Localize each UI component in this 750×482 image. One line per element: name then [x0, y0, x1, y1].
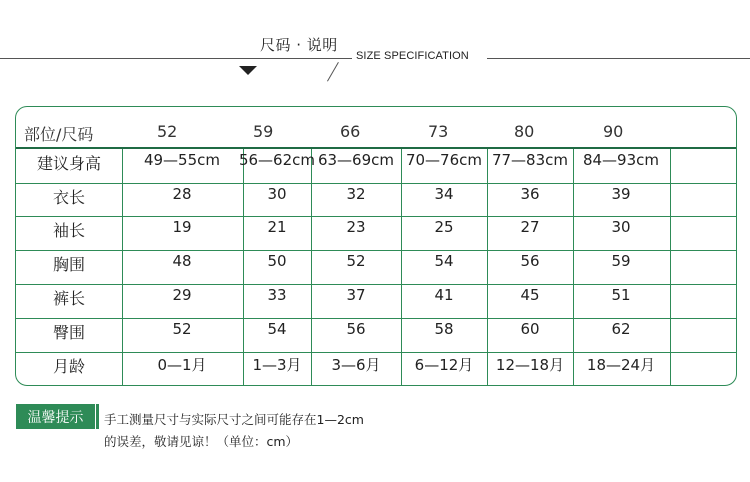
table-rule — [16, 352, 736, 353]
table-cell: 52 — [172, 320, 192, 338]
table-cell: 56 — [346, 320, 366, 338]
size-header-cell: 73 — [428, 122, 449, 141]
table-rule — [16, 147, 736, 149]
table-cell: 39 — [611, 185, 631, 203]
table-cell: 27 — [520, 218, 540, 236]
table-cell: 58 — [434, 320, 454, 338]
table-cell: 49—55cm — [143, 151, 221, 169]
page-subtitle: SIZE SPECIFICATION — [356, 50, 469, 62]
table-cell: 33 — [267, 286, 287, 304]
table-cell: 23 — [346, 218, 366, 236]
row-label: 袖长 — [52, 221, 85, 240]
table-cell: 1—3月 — [252, 356, 302, 374]
table-cell: 30 — [267, 185, 287, 203]
table-cell: 3—6月 — [331, 356, 381, 374]
table-cell: 54 — [434, 252, 454, 270]
tip-line-1: 手工测量尺寸与实际尺寸之间可能存在1—2cm — [104, 412, 364, 427]
header-rule-left — [0, 58, 352, 59]
table-cell: 30 — [611, 218, 631, 236]
table-rule — [16, 183, 736, 184]
size-header-cell: 66 — [340, 122, 361, 141]
table-cell: 48 — [172, 252, 192, 270]
table-cell: 50 — [267, 252, 287, 270]
table-cell: 52 — [346, 252, 366, 270]
table-cell: 28 — [172, 185, 192, 203]
size-header-cell: 80 — [514, 122, 535, 141]
table-cell: 41 — [434, 286, 454, 304]
size-table — [15, 106, 737, 386]
table-cell: 34 — [434, 185, 454, 203]
table-cell: 6—12月 — [414, 356, 474, 374]
size-header-cell: 52 — [157, 122, 178, 141]
size-header-cell: 59 — [253, 122, 274, 141]
table-cell: 37 — [346, 286, 366, 304]
row-label: 裤长 — [52, 289, 85, 308]
table-cell: 70—76cm — [405, 151, 483, 169]
corner-label: 部位/尺码 — [24, 125, 94, 144]
table-cell: 25 — [434, 218, 454, 236]
table-cell: 21 — [267, 218, 287, 236]
row-label: 建议身高 — [36, 154, 101, 173]
table-cell: 59 — [611, 252, 631, 270]
table-cell: 36 — [520, 185, 540, 203]
table-cell: 62 — [611, 320, 631, 338]
header-slash — [327, 62, 339, 82]
table-cell: 54 — [267, 320, 287, 338]
tip-accent-bar — [96, 404, 99, 429]
tip-badge: 温馨提示 — [16, 404, 95, 429]
table-cell: 77—83cm — [491, 151, 569, 169]
table-rule — [16, 216, 736, 217]
table-cell: 60 — [520, 320, 540, 338]
row-label: 胸围 — [52, 255, 85, 274]
table-cell: 0—1月 — [157, 356, 207, 374]
table-cell: 56—62cm — [238, 151, 316, 169]
size-header-cell: 90 — [603, 122, 624, 141]
table-cell: 63—69cm — [317, 151, 395, 169]
table-cell: 51 — [611, 286, 631, 304]
table-cell: 29 — [172, 286, 192, 304]
table-cell: 19 — [172, 218, 192, 236]
table-rule — [16, 250, 736, 251]
table-rule — [16, 318, 736, 319]
header-rule-right — [487, 58, 750, 59]
table-rule — [16, 284, 736, 285]
table-cell: 18—24月 — [586, 356, 656, 374]
table-cell: 32 — [346, 185, 366, 203]
row-label: 月龄 — [52, 357, 85, 376]
size-header-row — [16, 107, 736, 149]
table-cell: 84—93cm — [582, 151, 660, 169]
page-title: 尺码 · 说明 — [260, 36, 338, 54]
tip-line-2: 的误差，敬请见谅！（单位：cm） — [104, 434, 299, 449]
table-rule — [122, 149, 123, 386]
row-label: 衣长 — [52, 188, 85, 207]
table-cell: 12—18月 — [495, 356, 565, 374]
table-cell: 45 — [520, 286, 540, 304]
row-label: 臀围 — [52, 323, 85, 342]
table-cell: 56 — [520, 252, 540, 270]
down-arrow-icon — [239, 66, 257, 75]
